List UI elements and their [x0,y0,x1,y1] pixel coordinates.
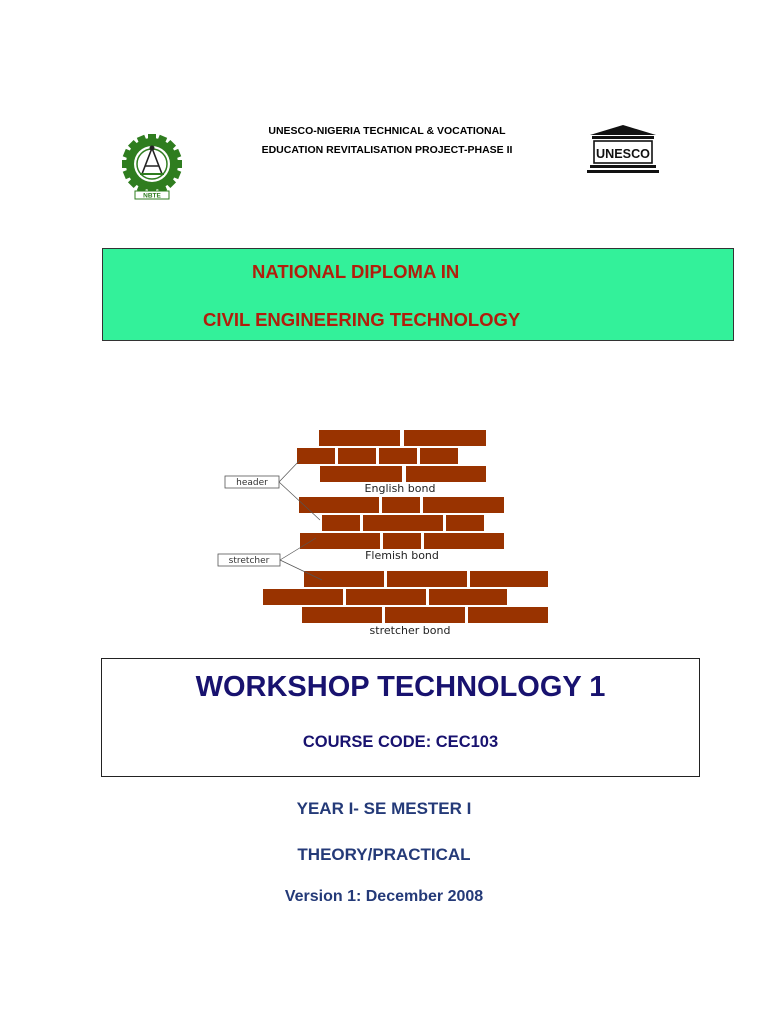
caption-stretcher-bond: stretcher bond [369,624,451,637]
brick [322,515,360,531]
brick [299,497,379,513]
course-code: COURSE CODE: CEC103 [302,733,499,751]
callout-stretcher-label: stretcher [228,556,270,566]
theory-practical: THEORY/PRACTICAL [297,845,471,864]
project-header [232,122,542,160]
callout-header-label: header [236,478,268,488]
program-line-2: CIVIL ENGINEERING TECHNOLOGY [203,309,521,330]
brick [406,466,486,482]
brick [468,607,548,623]
header-line-2: EDUCATION REVITALISATION PROJECT-PHASE II [261,144,513,156]
brick [382,497,420,513]
brick [297,448,335,464]
brick [302,607,382,623]
program-banner [102,248,734,341]
header-line-1: UNESCO-NIGERIA TECHNICAL & VOCATIONAL [268,125,506,137]
brick [346,589,426,605]
program-line-1: NATIONAL DIPLOMA IN [252,261,460,282]
brick [300,533,380,549]
brick [363,515,443,531]
course-title: WORKSHOP TECHNOLOGY 1 [195,671,606,703]
brick [320,466,402,482]
brick [424,533,504,549]
brick [319,430,400,446]
unesco-logo-icon [584,123,662,175]
caption-flemish-bond: Flemish bond [365,549,439,562]
caption-english-bond: English bond [364,482,436,495]
unesco-logo-text: UNESCO [596,146,650,161]
brick [423,497,504,513]
brick [420,448,458,464]
brick [446,515,484,531]
version-date: Version 1: December 2008 [284,888,484,905]
year-semester: YEAR I- SE MESTER I [296,799,472,818]
brick [304,571,384,587]
brick [429,589,507,605]
brick [385,607,465,623]
nbte-logo-text: NBTE [143,192,161,200]
brick [263,589,343,605]
nbte-logo-icon [118,134,186,200]
brick [404,430,486,446]
brick [470,571,548,587]
brick [379,448,417,464]
brick-rows [263,430,548,623]
brick [338,448,376,464]
course-title-box [101,658,700,777]
brick-bonds-illustration [212,420,558,642]
brick [383,533,421,549]
brick [387,571,467,587]
